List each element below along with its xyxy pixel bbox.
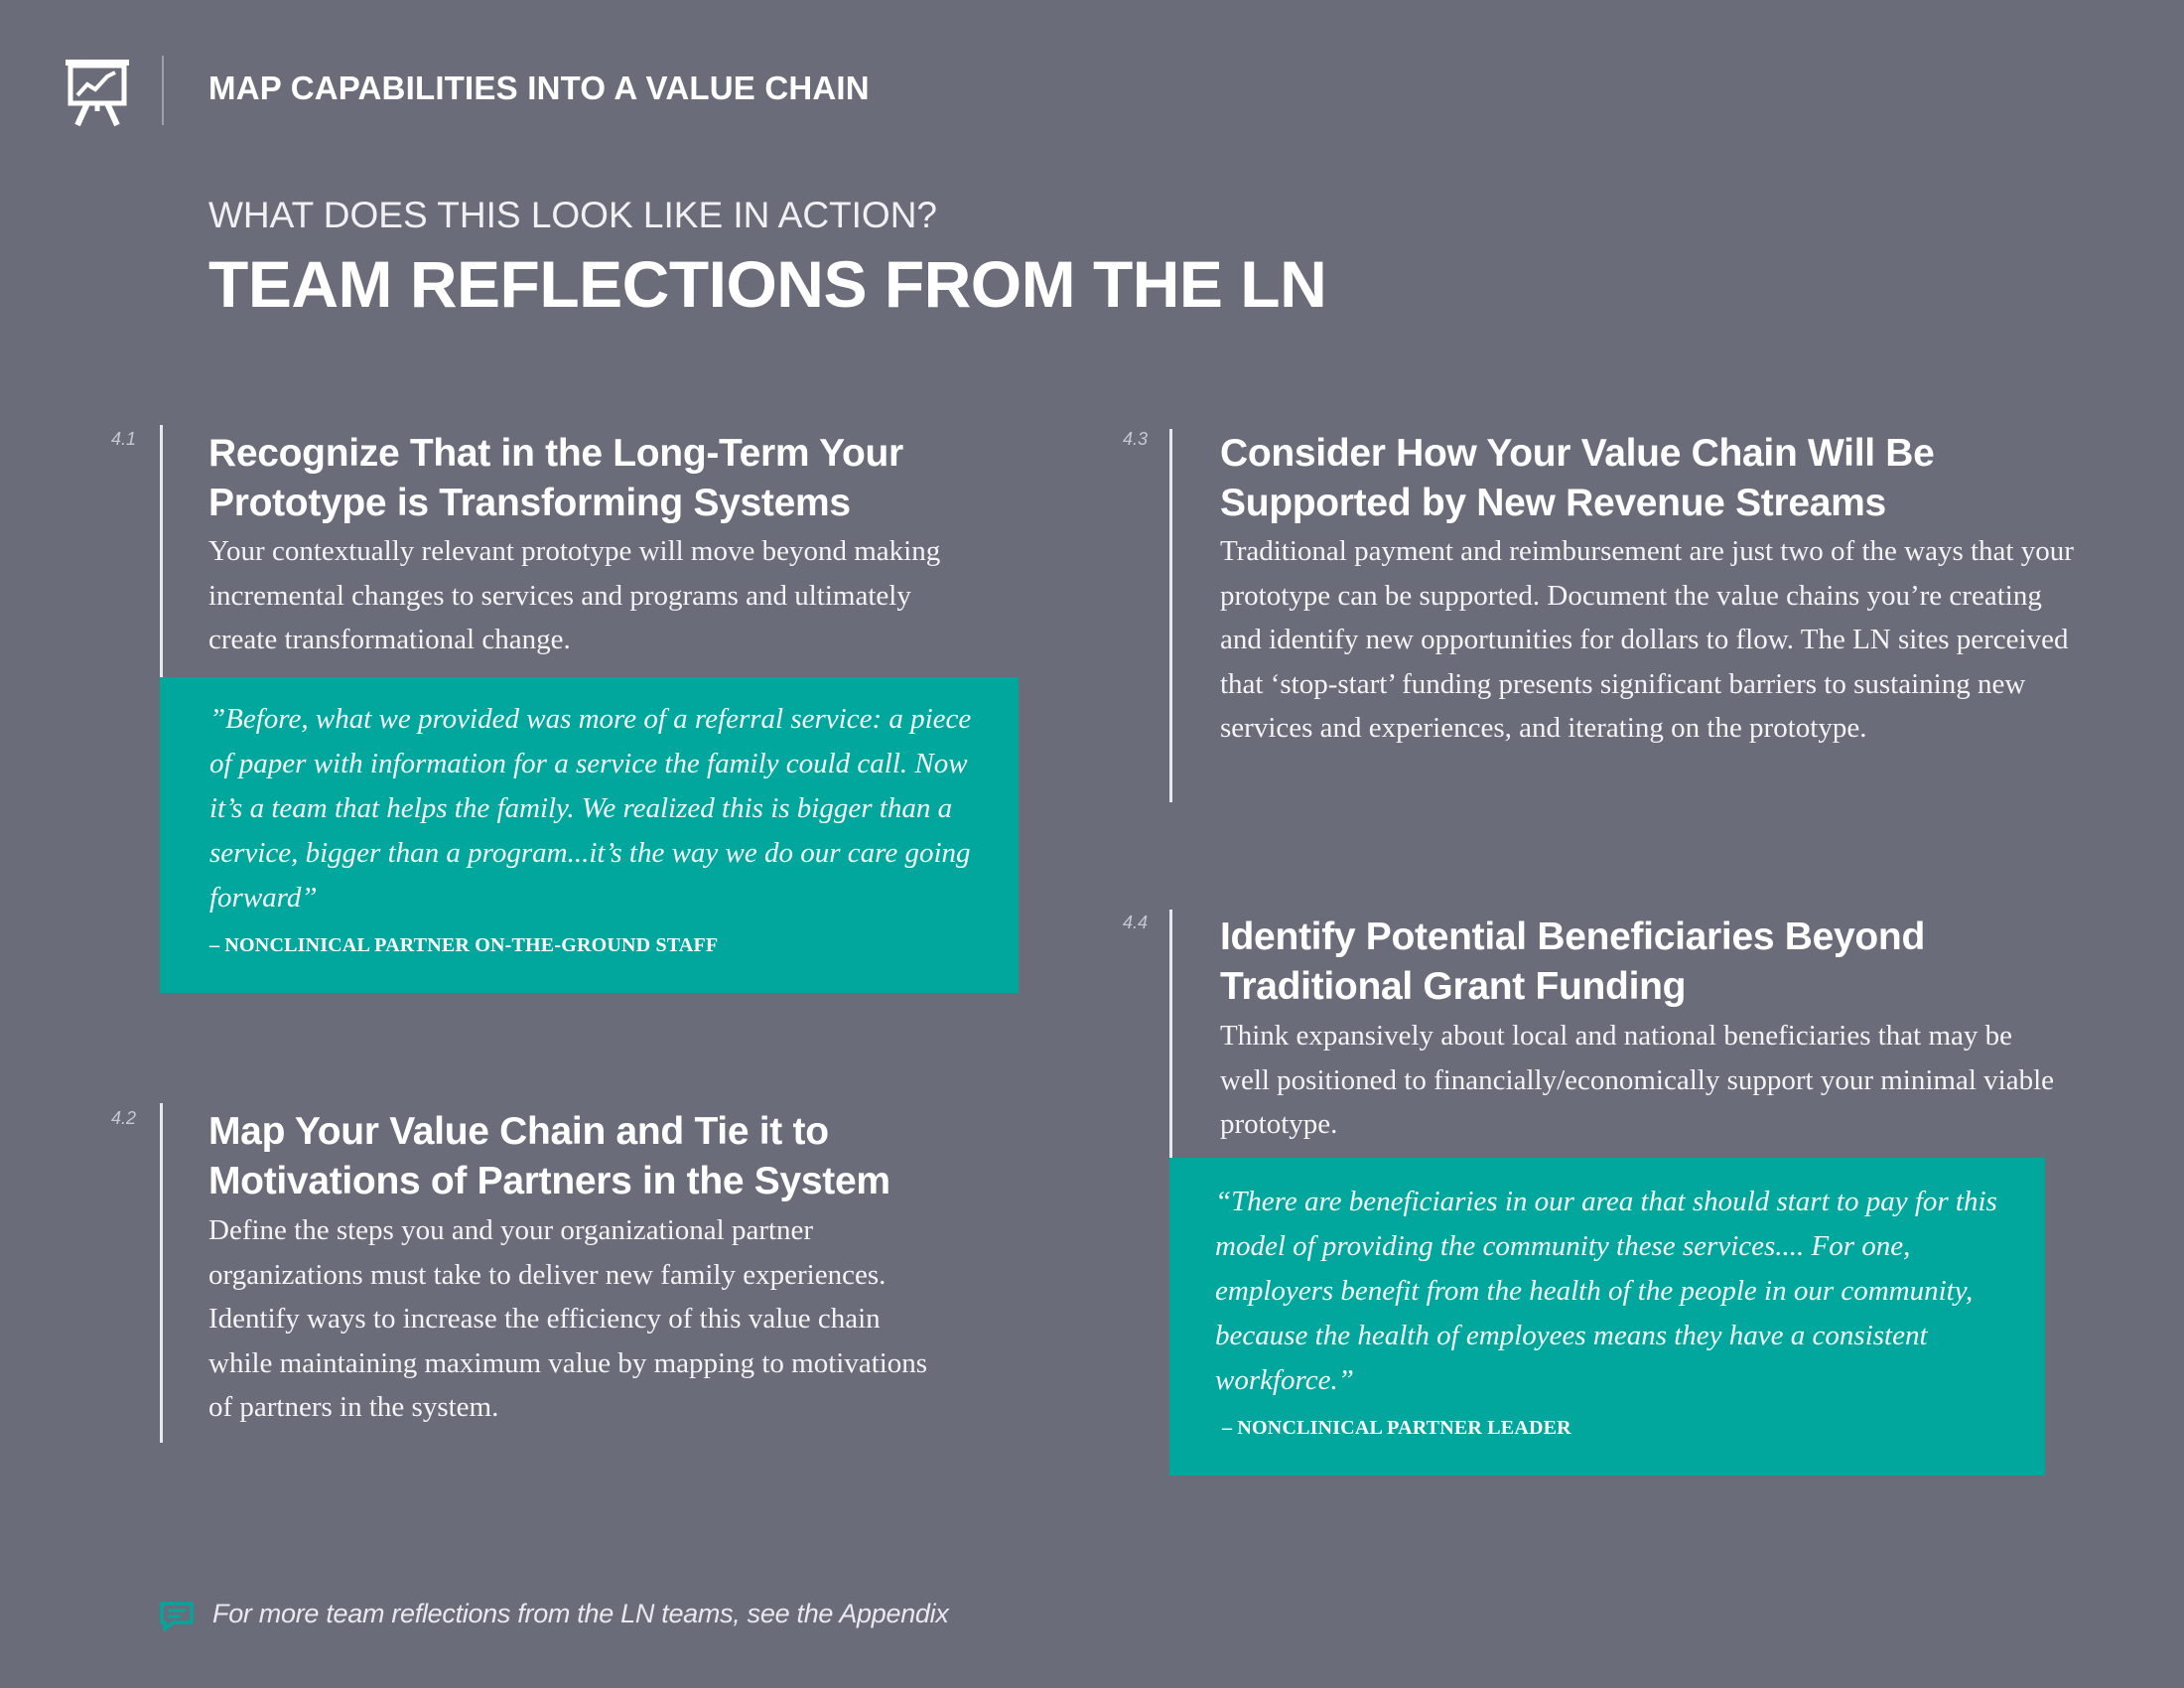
quote-text: “There are beneficiaries in our area that should start to pay for this model of providing the community these services.... For one, employers benefit from the health of the people in our community, because the health of employees means they have a consistent workforce.” <box>1215 1186 1997 1396</box>
header-divider <box>162 56 164 125</box>
section-heading: Recognize That in the Long-Term Your Prototype is Transforming Systems <box>208 432 903 524</box>
chat-bubble-icon <box>159 1601 195 1632</box>
quote-text: ”Before, what we provided was more of a referral service: a piece of paper with information for a service the family could call. Now it’s a team that helps the family. We realized this is bigger than a service, bigger than a program...it’s the way we do our care going forward” <box>209 703 972 914</box>
section-number: 4.2 <box>111 1108 137 1128</box>
section-rule <box>160 425 163 677</box>
quote-box <box>160 677 1019 993</box>
quote-box <box>1169 1158 2045 1476</box>
presentation-chart-icon <box>64 58 131 127</box>
section-heading: Identify Potential Beneficiaries Beyond Traditional Grant Funding <box>1220 915 1925 1008</box>
section-rule <box>1169 429 1172 802</box>
header-title: MAP CAPABILITIES INTO A VALUE CHAIN <box>208 70 870 106</box>
section-number: 4.3 <box>1123 429 1149 449</box>
page-title: TEAM REFLECTIONS FROM THE LN <box>208 247 1327 321</box>
section-body: Your contextually relevant prototype will move beyond making incremental changes to services and programs and ultimately create transformational change. <box>208 535 941 655</box>
quote-attribution: – NONCLINICAL PARTNER LEADER <box>1222 1417 1571 1439</box>
section-rule <box>160 1103 163 1443</box>
section-rule <box>1169 910 1172 1158</box>
section-body: Think expansively about local and national beneficiaries that may be well positioned to financially/economically support your minimal viable prototype. <box>1220 1020 2055 1140</box>
section-heading: Map Your Value Chain and Tie it to Motivations of Partners in the System <box>208 1110 890 1202</box>
quote-attribution: – NONCLINICAL PARTNER ON-THE-GROUND STAFF <box>209 934 719 956</box>
eyebrow-text: WHAT DOES THIS LOOK LIKE IN ACTION? <box>208 195 938 235</box>
section-heading: Consider How Your Value Chain Will Be Supported by New Revenue Streams <box>1220 432 1935 524</box>
section-body: Traditional payment and reimbursement are just two of the ways that your prototype can be supported. Document the value chains you’re creating and identify new opportunities for dollars to flow. The LN sites perceived that ‘stop-start’ funding presents significant barriers to sustaining new services and experiences, and iterating on the prototype. <box>1220 535 2074 744</box>
section-number: 4.4 <box>1123 913 1149 932</box>
footer-note[interactable]: For more team reflections from the LN teams, see the Appendix <box>212 1599 949 1628</box>
section-body: Define the steps you and your organizational partner organizations must take to deliver new family experiences. Identify ways to increase the efficiency of this value chain while maintaining maximum value by mapping to motivations of partners in the system. <box>208 1214 928 1423</box>
section-number: 4.1 <box>111 429 137 449</box>
